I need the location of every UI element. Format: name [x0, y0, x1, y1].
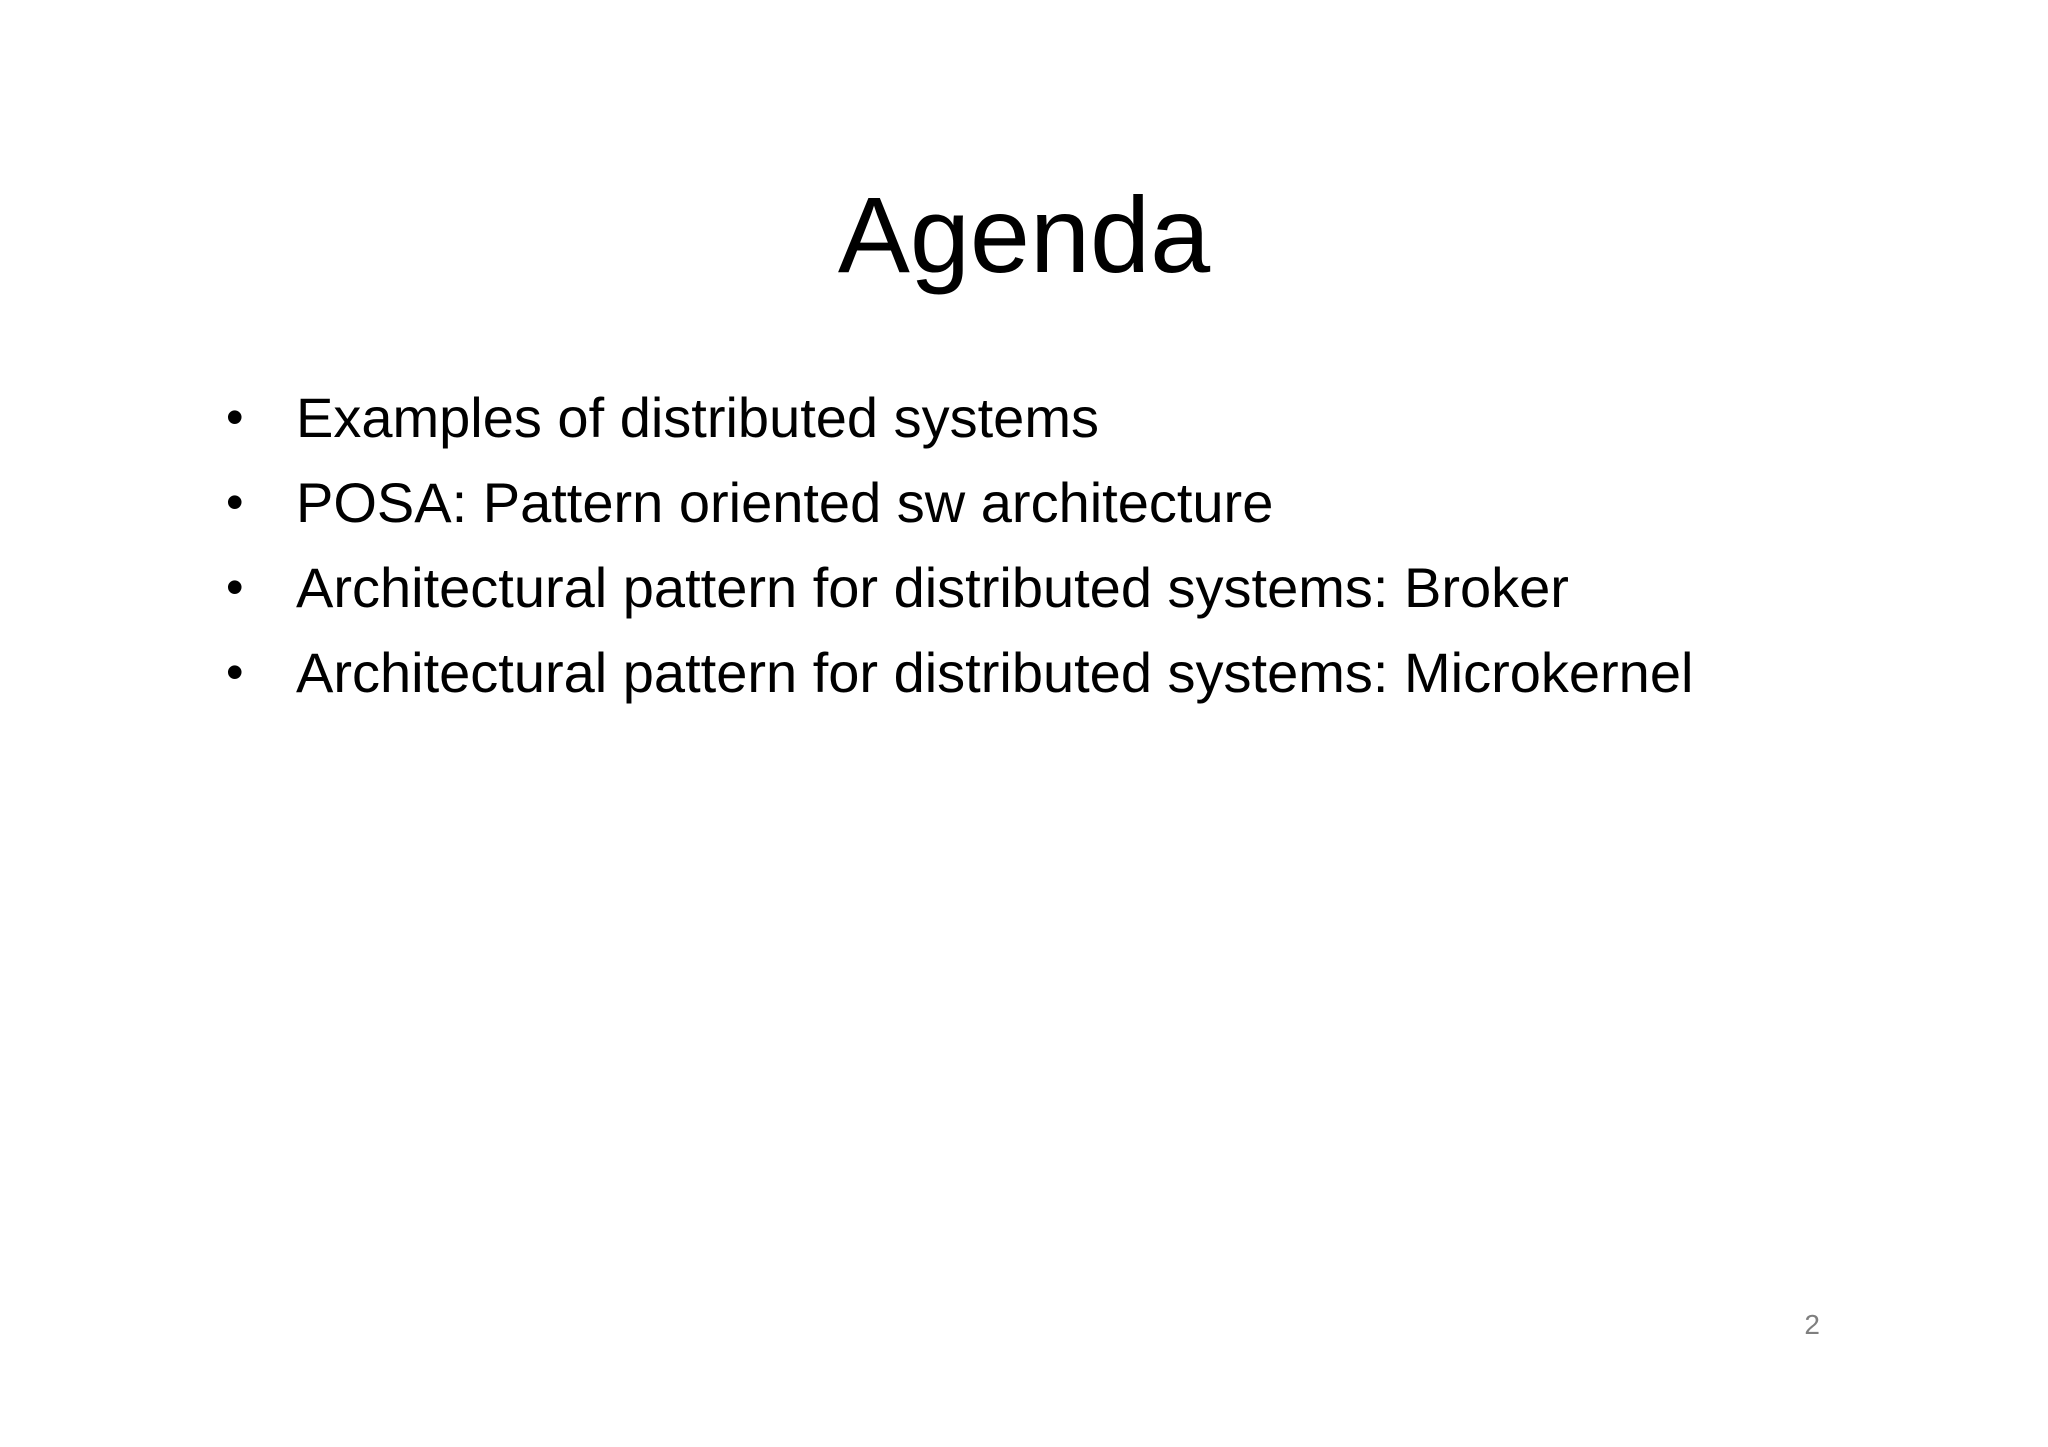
agenda-item-text: POSA: Pattern oriented sw architecture — [296, 471, 1274, 534]
bullet-icon: • — [226, 559, 244, 615]
agenda-item-text: Architectural pattern for distributed systems: Broker — [296, 556, 1569, 619]
slide-title: Agenda — [837, 174, 1211, 295]
page-number: 2 — [1804, 1309, 1820, 1340]
bullet-icon: • — [226, 474, 244, 530]
agenda-item-text: Architectural pattern for distributed systems: Microkernel — [296, 641, 1694, 704]
bullet-icon: • — [226, 644, 244, 700]
bullet-icon: • — [226, 389, 244, 445]
agenda-item-text: Examples of distributed systems — [296, 386, 1099, 449]
